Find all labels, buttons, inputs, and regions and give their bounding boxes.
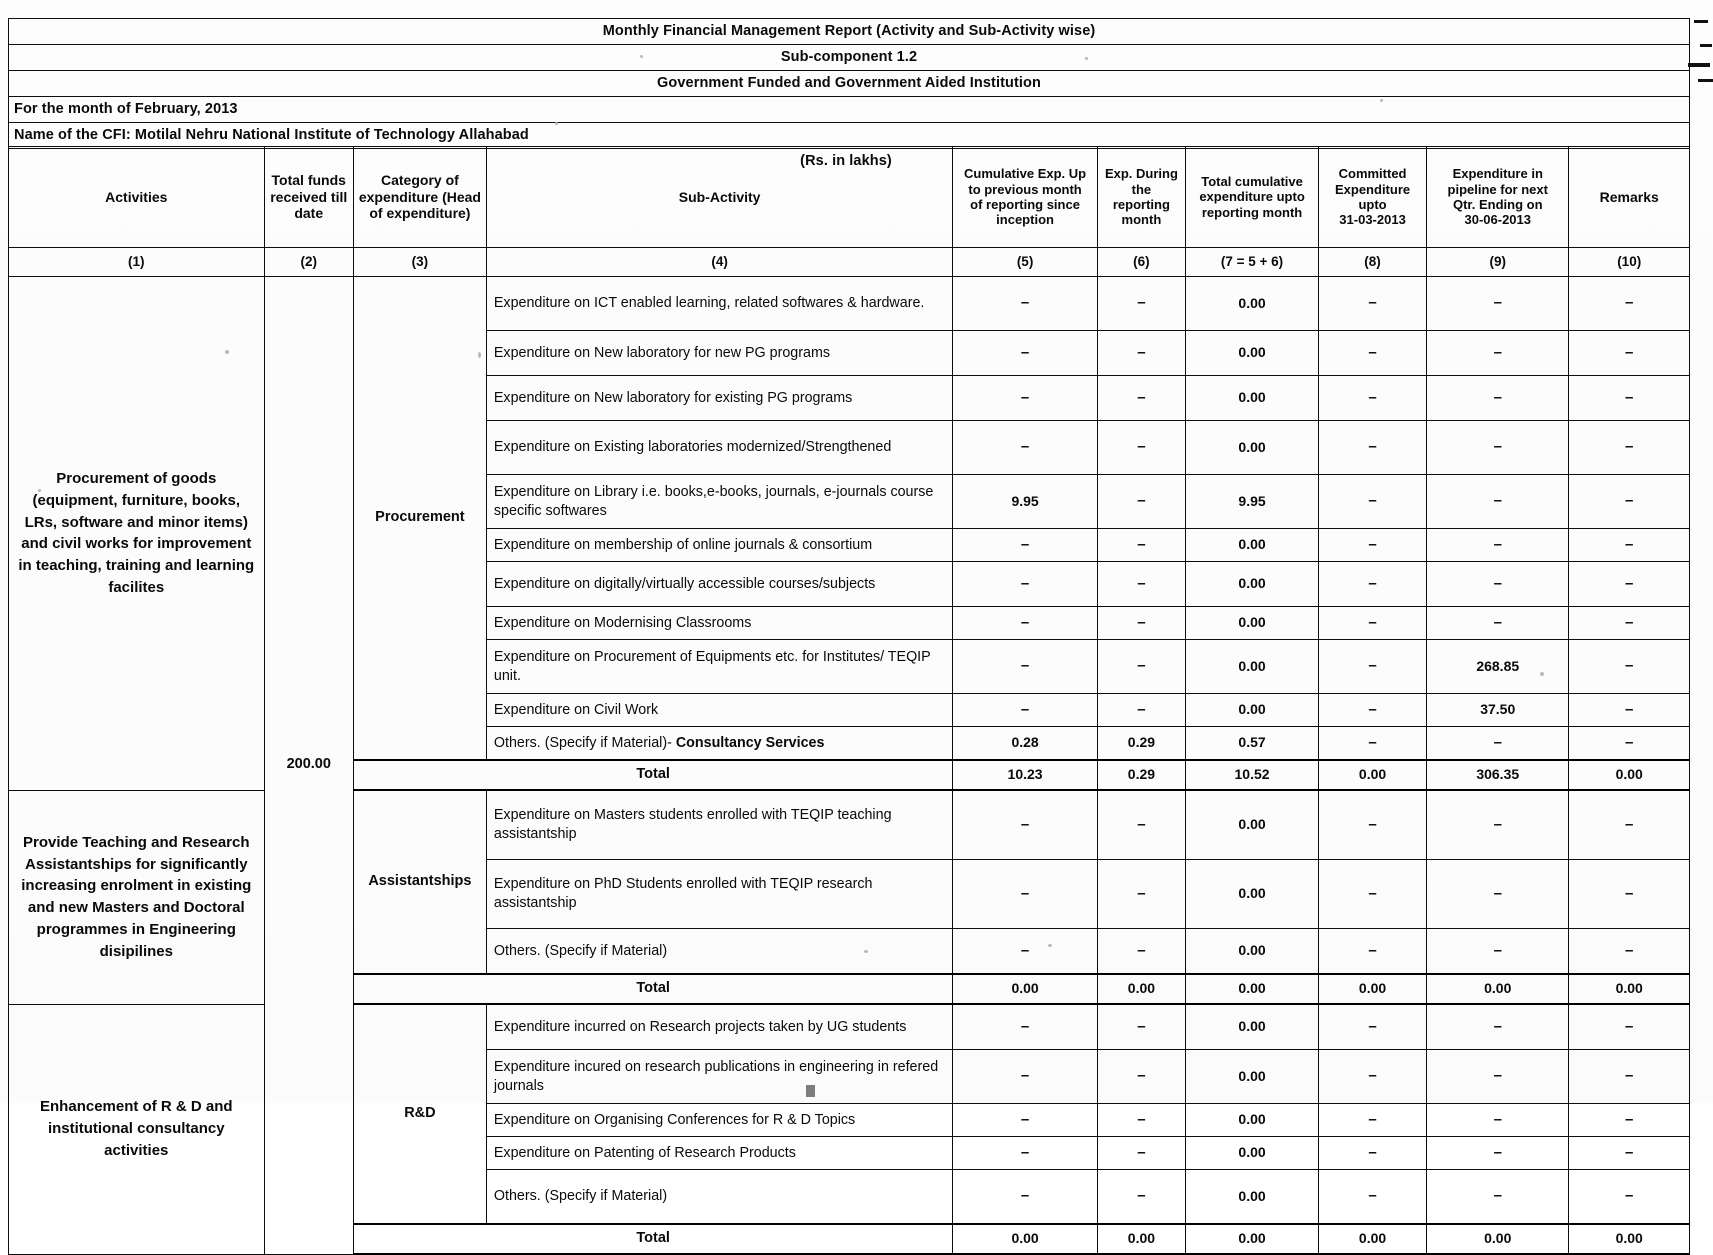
column-number-7: (7 = 5 + 6) — [1186, 248, 1319, 277]
value-c8: – — [1319, 929, 1427, 975]
sub-activity-cell: Expenditure on Procurement of Equipments etc. for Institutes/ TEQIP unit. — [486, 640, 952, 694]
value-c6: – — [1097, 562, 1185, 607]
value-c8: – — [1319, 607, 1427, 640]
banner-row-subcomponent — [9, 45, 1690, 71]
value-c9: – — [1427, 727, 1569, 761]
value-c6: – — [1097, 529, 1185, 562]
scan-edge-mark — [1700, 44, 1712, 47]
value-c7: 0.57 — [1186, 727, 1319, 761]
sub-activity-cell: Expenditure on PhD Students enrolled with TEQIP research assistantship — [486, 860, 952, 929]
total-value-c6: 0.00 — [1097, 974, 1185, 1004]
report-month: For the month of February, 2013 — [9, 97, 1690, 123]
column-number-10: (10) — [1569, 248, 1690, 277]
total-value-c10: 0.00 — [1569, 1224, 1690, 1254]
value-c5: – — [953, 376, 1097, 421]
sub-activity-cell: Expenditure on New laboratory for existing PG programs — [486, 376, 952, 421]
value-c8: – — [1319, 562, 1427, 607]
total-label: Total — [353, 760, 952, 790]
scan-edge-mark — [1688, 63, 1710, 67]
total-value-c7: 10.52 — [1186, 760, 1319, 790]
report-title: Monthly Financial Management Report (Activity and Sub-Activity wise) — [9, 19, 1690, 45]
total-value-c10: 0.00 — [1569, 974, 1690, 1004]
value-c10: – — [1569, 1050, 1690, 1104]
value-c5: 9.95 — [953, 475, 1097, 529]
value-c6: – — [1097, 421, 1185, 475]
value-c6: – — [1097, 1170, 1185, 1225]
value-c9: – — [1427, 529, 1569, 562]
value-c5: – — [953, 607, 1097, 640]
value-c9: – — [1427, 1050, 1569, 1104]
value-c6: – — [1097, 929, 1185, 975]
value-c7: 0.00 — [1186, 860, 1319, 929]
financial-table — [8, 146, 1690, 1255]
value-c10: – — [1569, 1170, 1690, 1225]
category-cell-0: Procurement — [353, 277, 486, 761]
value-c6: – — [1097, 331, 1185, 376]
value-c9: – — [1427, 376, 1569, 421]
sub-activity-cell: Expenditure incured on research publications in engineering in refered journals — [486, 1050, 952, 1104]
sub-activity-cell: Expenditure on Organising Conferences for R & D Topics — [486, 1104, 952, 1137]
scan-edge-mark — [1694, 20, 1708, 23]
value-c10: – — [1569, 1137, 1690, 1170]
total-label: Total — [353, 974, 952, 1004]
value-c8: – — [1319, 1004, 1427, 1050]
banner-row-title — [9, 19, 1690, 45]
value-c5: – — [953, 640, 1097, 694]
value-c6: – — [1097, 277, 1185, 331]
value-c8: – — [1319, 475, 1427, 529]
total-value-c5: 0.00 — [953, 1224, 1097, 1254]
value-c7: 0.00 — [1186, 331, 1319, 376]
value-c7: 0.00 — [1186, 1137, 1319, 1170]
value-c10: – — [1569, 929, 1690, 975]
total-value-c6: 0.29 — [1097, 760, 1185, 790]
value-c7: 0.00 — [1186, 607, 1319, 640]
table-row — [9, 277, 1690, 331]
value-c7: 0.00 — [1186, 694, 1319, 727]
value-c8: – — [1319, 1170, 1427, 1225]
column-header-c7: Total cumulative expenditure upto reporting month — [1186, 147, 1319, 248]
value-c8: – — [1319, 277, 1427, 331]
sub-activity-cell: Others. (Specify if Material)- Consultancy Services — [486, 727, 952, 761]
units-note: (Rs. in lakhs) — [9, 149, 1690, 175]
value-c9: 268.85 — [1427, 640, 1569, 694]
value-c8: – — [1319, 790, 1427, 860]
total-value-c9: 0.00 — [1427, 974, 1569, 1004]
column-number-row — [9, 248, 1690, 277]
value-c9: – — [1427, 790, 1569, 860]
value-c5: – — [953, 421, 1097, 475]
sub-activity-cell: Others. (Specify if Material) — [486, 1170, 952, 1225]
value-c10: – — [1569, 1104, 1690, 1137]
report-subcomponent: Sub-component 1.2 — [9, 45, 1690, 71]
value-c5: – — [953, 694, 1097, 727]
column-header-c2: Total funds received till date — [264, 147, 353, 248]
table-row — [9, 790, 1690, 860]
value-c6: – — [1097, 790, 1185, 860]
value-c6: – — [1097, 640, 1185, 694]
value-c9: – — [1427, 1004, 1569, 1050]
column-header-c3: Category of expenditure (Head of expenditure) — [353, 147, 486, 248]
value-c5: – — [953, 929, 1097, 975]
column-number-6: (6) — [1097, 248, 1185, 277]
total-value-c5: 0.00 — [953, 974, 1097, 1004]
value-c8: – — [1319, 694, 1427, 727]
value-c6: – — [1097, 1050, 1185, 1104]
column-header-c5: Cumulative Exp. Up to previous month of reporting since inception — [953, 147, 1097, 248]
sub-activity-cell: Expenditure incurred on Research projects taken by UG students — [486, 1004, 952, 1050]
value-c10: – — [1569, 860, 1690, 929]
value-c8: – — [1319, 421, 1427, 475]
value-c6: – — [1097, 1104, 1185, 1137]
value-c7: 0.00 — [1186, 421, 1319, 475]
sub-activity-cell: Expenditure on Civil Work — [486, 694, 952, 727]
value-c8: – — [1319, 860, 1427, 929]
value-c5: – — [953, 1104, 1097, 1137]
column-header-c10: Remarks — [1569, 147, 1690, 248]
value-c9: – — [1427, 421, 1569, 475]
sub-activity-cell: Expenditure on Existing laboratories modernized/Strengthened — [486, 421, 952, 475]
value-c5: – — [953, 790, 1097, 860]
sub-activity-cell: Expenditure on digitally/virtually accessible courses/subjects — [486, 562, 952, 607]
value-c10: – — [1569, 475, 1690, 529]
value-c10: – — [1569, 694, 1690, 727]
value-c5: – — [953, 1050, 1097, 1104]
activity-cell-1: Provide Teaching and Research Assistantships for significantly increasing enrolment in existing and new Masters and Doctoral programmes in Engineering disipilines — [9, 790, 265, 1004]
value-c5: – — [953, 1004, 1097, 1050]
sub-activity-cell: Expenditure on Library i.e. books,e-books, journals, e-journals course specific softwares — [486, 475, 952, 529]
value-c6: 0.29 — [1097, 727, 1185, 761]
value-c10: – — [1569, 529, 1690, 562]
total-value-c8: 0.00 — [1319, 1224, 1427, 1254]
value-c6: – — [1097, 1004, 1185, 1050]
column-number-9: (9) — [1427, 248, 1569, 277]
value-c6: – — [1097, 607, 1185, 640]
value-c5: 0.28 — [953, 727, 1097, 761]
value-c6: – — [1097, 376, 1185, 421]
value-c9: – — [1427, 277, 1569, 331]
total-value-c9: 306.35 — [1427, 760, 1569, 790]
value-c7: 0.00 — [1186, 376, 1319, 421]
value-c10: – — [1569, 562, 1690, 607]
report-institution-type: Government Funded and Government Aided Institution — [9, 71, 1690, 97]
value-c8: – — [1319, 1104, 1427, 1137]
sub-activity-cell: Expenditure on Masters students enrolled with TEQIP teaching assistantship — [486, 790, 952, 860]
value-c7: 0.00 — [1186, 529, 1319, 562]
value-c5: – — [953, 331, 1097, 376]
value-c9: – — [1427, 475, 1569, 529]
value-c8: – — [1319, 529, 1427, 562]
total-funds-received-cell: 200.00 — [264, 277, 353, 1255]
value-c9: 37.50 — [1427, 694, 1569, 727]
banner-row-institution-type — [9, 71, 1690, 97]
value-c9: – — [1427, 1104, 1569, 1137]
column-header-c6: Exp. During the reporting month — [1097, 147, 1185, 248]
value-c8: – — [1319, 640, 1427, 694]
column-number-4: (4) — [486, 248, 952, 277]
column-header-c9: Expenditure in pipeline for next Qtr. Ending on 30-06-2013 — [1427, 147, 1569, 248]
total-value-c5: 10.23 — [953, 760, 1097, 790]
column-number-5: (5) — [953, 248, 1097, 277]
sub-activity-cell: Expenditure on Patenting of Research Products — [486, 1137, 952, 1170]
activity-cell-2: Enhancement of R & D and institutional consultancy activities — [9, 1004, 265, 1254]
column-header-c1: Activities — [9, 147, 265, 248]
value-c6: – — [1097, 475, 1185, 529]
value-c7: 0.00 — [1186, 1170, 1319, 1225]
value-c10: – — [1569, 421, 1690, 475]
value-c5: – — [953, 277, 1097, 331]
value-c5: – — [953, 562, 1097, 607]
sub-activity-cell: Expenditure on New laboratory for new PG programs — [486, 331, 952, 376]
value-c9: – — [1427, 1170, 1569, 1225]
value-c9: – — [1427, 1137, 1569, 1170]
banner-row-cfi — [9, 123, 1690, 149]
column-header-c4: Sub-Activity — [486, 147, 952, 248]
total-value-c8: 0.00 — [1319, 974, 1427, 1004]
value-c5: – — [953, 1170, 1097, 1225]
value-c10: – — [1569, 727, 1690, 761]
total-value-c7: 0.00 — [1186, 1224, 1319, 1254]
value-c8: – — [1319, 727, 1427, 761]
total-value-c10: 0.00 — [1569, 760, 1690, 790]
value-c10: – — [1569, 1004, 1690, 1050]
value-c10: – — [1569, 331, 1690, 376]
value-c7: 0.00 — [1186, 562, 1319, 607]
value-c7: 0.00 — [1186, 277, 1319, 331]
banner-row-month — [9, 97, 1690, 123]
column-number-1: (1) — [9, 248, 265, 277]
value-c9: – — [1427, 331, 1569, 376]
value-c6: – — [1097, 694, 1185, 727]
value-c8: – — [1319, 1137, 1427, 1170]
total-value-c7: 0.00 — [1186, 974, 1319, 1004]
value-c7: 0.00 — [1186, 640, 1319, 694]
report-cfi-name: Name of the CFI: Motilal Nehru National Institute of Technology Allahabad — [9, 123, 1690, 149]
value-c5: – — [953, 1137, 1097, 1170]
sub-activity-cell: Others. (Specify if Material) — [486, 929, 952, 975]
value-c10: – — [1569, 607, 1690, 640]
value-c10: – — [1569, 640, 1690, 694]
value-c7: 9.95 — [1186, 475, 1319, 529]
value-c5: – — [953, 529, 1097, 562]
value-c7: 0.00 — [1186, 790, 1319, 860]
value-c7: 0.00 — [1186, 1104, 1319, 1137]
column-number-8: (8) — [1319, 248, 1427, 277]
total-label: Total — [353, 1224, 952, 1254]
value-c6: – — [1097, 860, 1185, 929]
sub-activity-cell: Expenditure on Modernising Classrooms — [486, 607, 952, 640]
column-number-3: (3) — [353, 248, 486, 277]
category-cell-1: Assistantships — [353, 790, 486, 974]
scan-edge-mark — [1698, 79, 1713, 82]
value-c10: – — [1569, 277, 1690, 331]
value-c9: – — [1427, 860, 1569, 929]
value-c8: – — [1319, 331, 1427, 376]
table-header-row — [9, 147, 1690, 248]
sub-activity-cell: Expenditure on membership of online journals & consortium — [486, 529, 952, 562]
value-c9: – — [1427, 929, 1569, 975]
table-row — [9, 1004, 1690, 1050]
value-c7: 0.00 — [1186, 929, 1319, 975]
value-c7: 0.00 — [1186, 1050, 1319, 1104]
column-header-c8: Committed Expenditure upto 31-03-2013 — [1319, 147, 1427, 248]
total-value-c9: 0.00 — [1427, 1224, 1569, 1254]
value-c10: – — [1569, 790, 1690, 860]
value-c8: – — [1319, 376, 1427, 421]
category-cell-2: R&D — [353, 1004, 486, 1224]
activity-cell-0: Procurement of goods (equipment, furniture, books, LRs, software and minor items) and civil works for improvement in teaching, training and learning facilites — [9, 277, 265, 791]
value-c9: – — [1427, 607, 1569, 640]
value-c6: – — [1097, 1137, 1185, 1170]
sub-activity-cell: Expenditure on ICT enabled learning, related softwares & hardware. — [486, 277, 952, 331]
value-c7: 0.00 — [1186, 1004, 1319, 1050]
value-c5: – — [953, 860, 1097, 929]
value-c8: – — [1319, 1050, 1427, 1104]
total-value-c6: 0.00 — [1097, 1224, 1185, 1254]
value-c10: – — [1569, 376, 1690, 421]
column-number-2: (2) — [264, 248, 353, 277]
value-c9: – — [1427, 562, 1569, 607]
total-value-c8: 0.00 — [1319, 760, 1427, 790]
